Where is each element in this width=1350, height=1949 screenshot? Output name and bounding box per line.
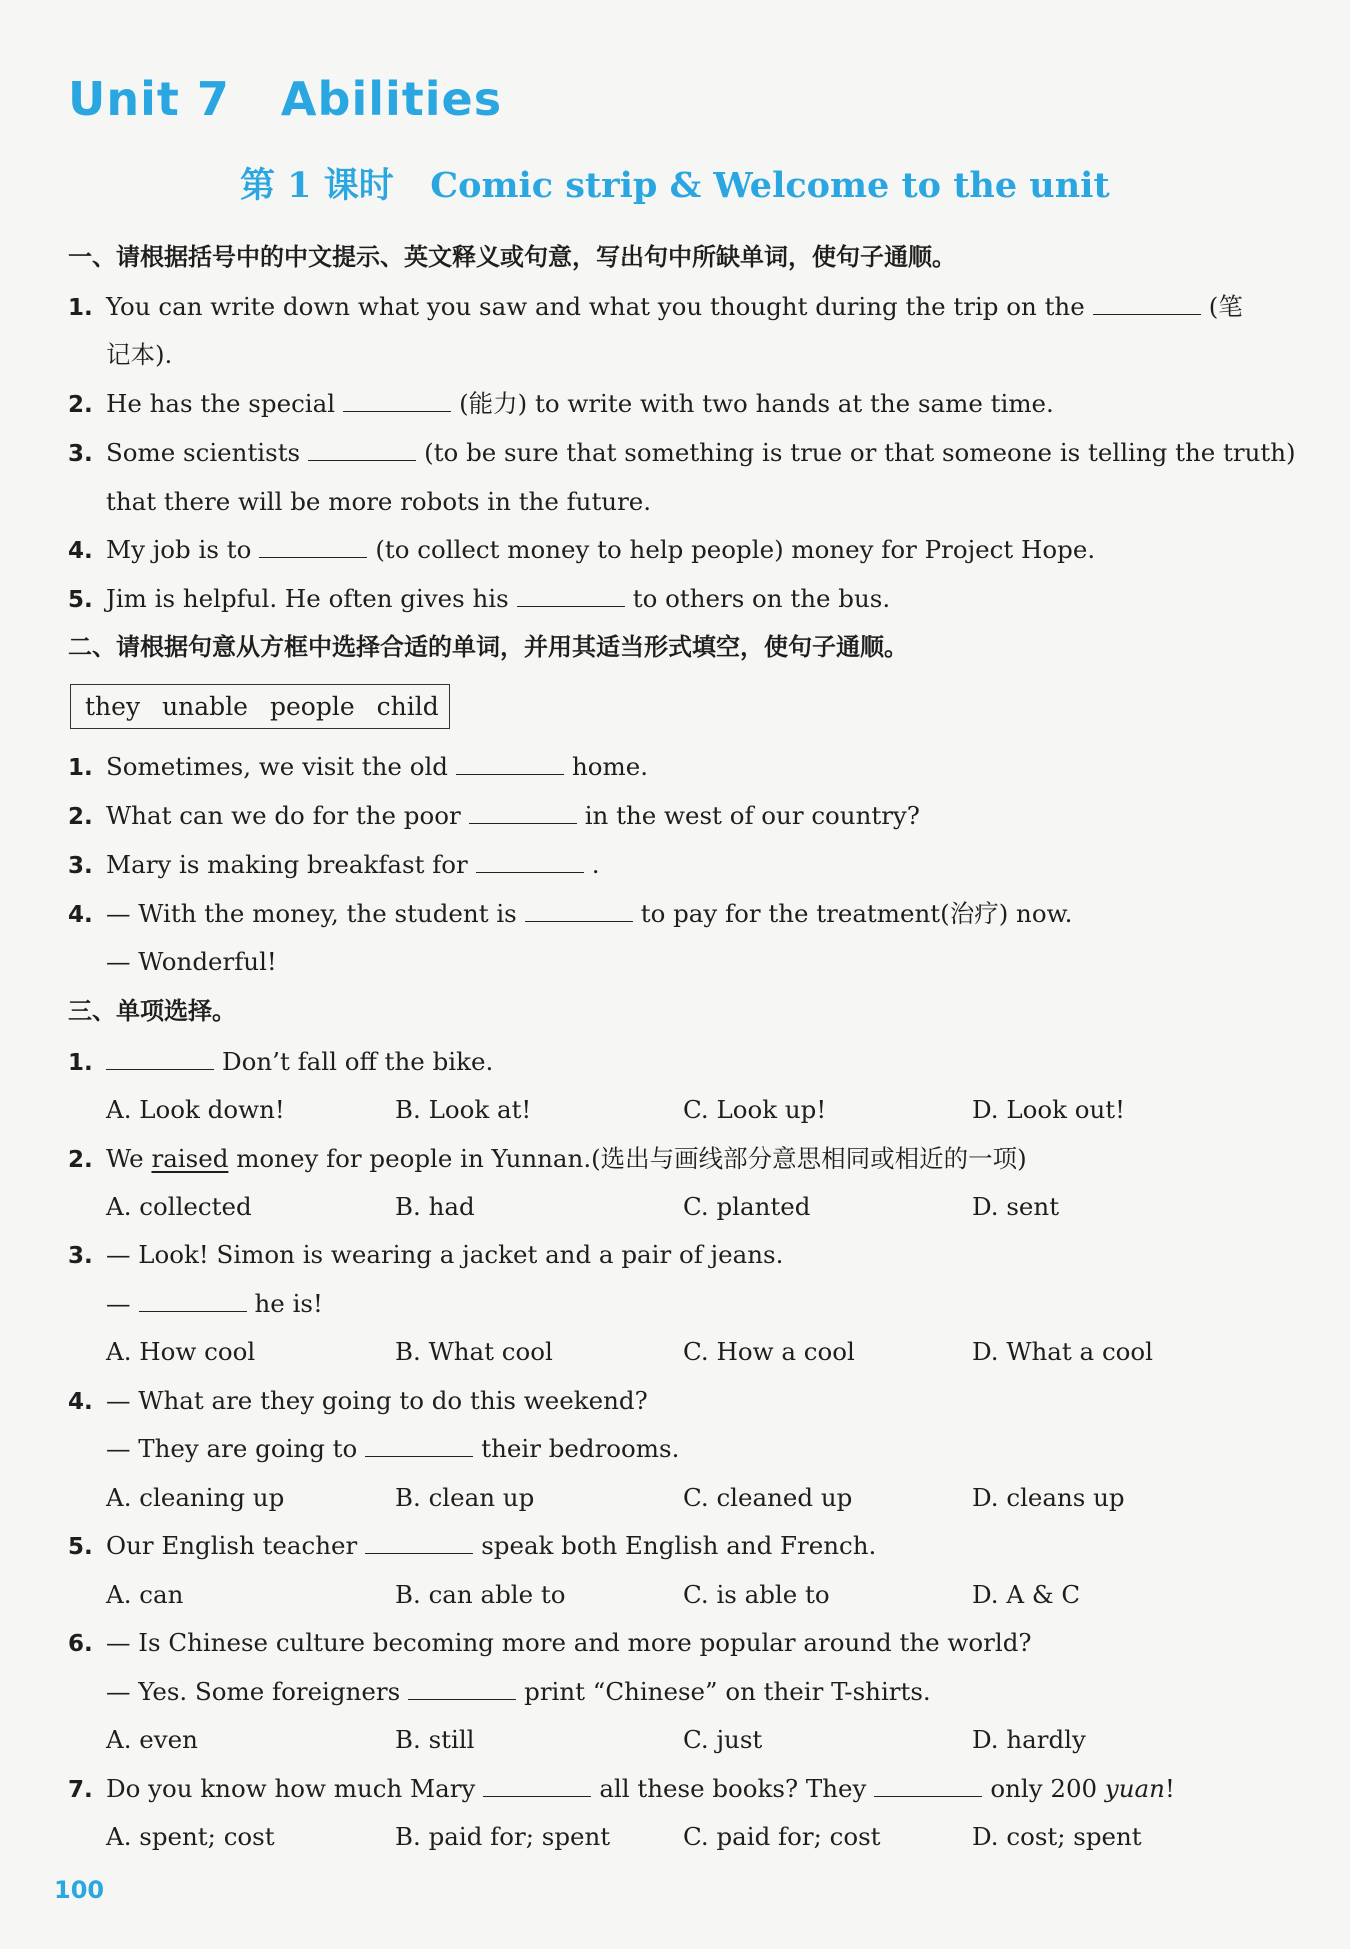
s3-q3-option-b[interactable]: B. What cool — [395, 1337, 553, 1366]
s2-question-1: 1. Sometimes, we visit the old home. — [68, 752, 649, 781]
s3-question-5: 5. Our English teacher speak both English and French. — [68, 1531, 877, 1560]
s3-q5-option-a[interactable]: A. can — [106, 1580, 184, 1609]
s3-q6-option-c[interactable]: C. just — [683, 1725, 763, 1754]
answer-blank[interactable] — [476, 848, 584, 873]
s3-q4-option-a[interactable]: A. cleaning up — [106, 1483, 285, 1512]
answer-blank[interactable] — [259, 533, 367, 558]
answer-blank[interactable] — [874, 1772, 982, 1797]
answer-blank[interactable] — [525, 897, 633, 922]
s3-q3-option-d[interactable]: D. What a cool — [972, 1337, 1153, 1366]
s1-question-3: 3. Some scientists (to be sure that something is true or that someone is telling the truth) — [68, 438, 1296, 467]
s2-question-4: 4. — With the money, the student is to pay for the treatment(治疗) now. — [68, 899, 1073, 928]
answer-blank[interactable] — [365, 1529, 473, 1554]
s3-q5-option-c[interactable]: C. is able to — [683, 1580, 830, 1609]
word-box — [70, 684, 450, 729]
answer-blank[interactable] — [308, 436, 416, 461]
section2-heading: 二、请根据句意从方框中选择合适的单词，并用其适当形式填空，使句子通顺。 — [68, 633, 908, 661]
s1-question-2: 2. He has the special (能力) to write with two hands at the same time. — [68, 389, 1054, 418]
answer-blank[interactable] — [365, 1432, 473, 1457]
answer-blank[interactable] — [483, 1772, 591, 1797]
s3-question-4: 4. — What are they going to do this weekend? — [68, 1386, 648, 1415]
answer-blank[interactable] — [139, 1287, 247, 1312]
s3-q7-option-a[interactable]: A. spent; cost — [106, 1822, 275, 1851]
answer-blank[interactable] — [517, 582, 625, 607]
s3-q2-option-b[interactable]: B. had — [395, 1192, 475, 1221]
word-box-item: they — [85, 692, 141, 721]
s3-q6-option-d[interactable]: D. hardly — [972, 1725, 1086, 1754]
s2-question-2: 2. What can we do for the poor in the west of our country? — [68, 801, 920, 830]
answer-blank[interactable] — [1093, 290, 1201, 315]
word-box-item: child — [376, 692, 439, 721]
s3-q1-option-d[interactable]: D. Look out! — [972, 1095, 1125, 1124]
s1-question-4: 4. My job is to (to collect money to help people) money for Project Hope. — [68, 535, 1096, 564]
answer-blank[interactable] — [106, 1045, 214, 1070]
s3-q2-option-d[interactable]: D. sent — [972, 1192, 1060, 1221]
s3-q2-option-a[interactable]: A. collected — [106, 1192, 252, 1221]
s3-question-1: 1. Don’t fall off the bike. — [68, 1047, 494, 1076]
s1-question-3-cont: that there will be more robots in the future. — [106, 487, 652, 516]
s3-q3-option-a[interactable]: A. How cool — [106, 1337, 256, 1366]
s3-q7-option-d[interactable]: D. cost; spent — [972, 1822, 1142, 1851]
answer-blank[interactable] — [408, 1675, 516, 1700]
s3-q5-option-b[interactable]: B. can able to — [395, 1580, 566, 1609]
s3-q6-option-b[interactable]: B. still — [395, 1725, 475, 1754]
s2-question-3: 3. Mary is making breakfast for . — [68, 850, 600, 879]
word-box-item: people — [269, 692, 355, 721]
s1-question-1-cont: 记本). — [106, 340, 173, 369]
s3-question-6: 6. — Is Chinese culture becoming more and more popular around the world? — [68, 1628, 1032, 1657]
s3-q3-option-c[interactable]: C. How a cool — [683, 1337, 855, 1366]
answer-blank[interactable] — [456, 750, 564, 775]
lesson-title: 第 1 课时 Comic strip & Welcome to the unit — [240, 165, 1110, 206]
s1-question-1: 1. You can write down what you saw and what you thought during the trip on the (笔 — [68, 292, 1243, 321]
page-number: 100 — [54, 1876, 105, 1904]
s3-q2-option-c[interactable]: C. planted — [683, 1192, 811, 1221]
answer-blank[interactable] — [469, 799, 577, 824]
s3-q4-option-b[interactable]: B. clean up — [395, 1483, 535, 1512]
s3-question-3-cont: — he is! — [106, 1289, 323, 1318]
s3-question-3: 3. — Look! Simon is wearing a jacket and a pair of jeans. — [68, 1240, 784, 1269]
s2-question-4-cont: — Wonderful! — [106, 947, 277, 976]
section3-heading: 三、单项选择。 — [68, 997, 236, 1025]
s3-question-6-cont: — Yes. Some foreigners print “Chinese” on their T-shirts. — [106, 1677, 931, 1706]
s3-question-4-cont: — They are going to their bedrooms. — [106, 1434, 680, 1463]
s3-q1-option-a[interactable]: A. Look down! — [106, 1095, 285, 1124]
s3-q7-option-c[interactable]: C. paid for; cost — [683, 1822, 881, 1851]
s1-question-5: 5. Jim is helpful. He often gives his to others on the bus. — [68, 584, 891, 613]
s3-q5-option-d[interactable]: D. A & C — [972, 1580, 1081, 1609]
section1-heading: 一、请根据括号中的中文提示、英文释义或句意，写出句中所缺单词，使句子通顺。 — [68, 243, 956, 271]
s3-question-7: 7. Do you know how much Mary all these books? They only 200 yuan! — [68, 1774, 1175, 1803]
word-box-item: unable — [162, 692, 248, 721]
s3-q7-option-b[interactable]: B. paid for; spent — [395, 1822, 611, 1851]
s3-q1-option-b[interactable]: B. Look at! — [395, 1095, 532, 1124]
underlined-word: raised — [151, 1144, 229, 1173]
s3-q4-option-d[interactable]: D. cleans up — [972, 1483, 1125, 1512]
s3-q1-option-c[interactable]: C. Look up! — [683, 1095, 827, 1124]
answer-blank[interactable] — [343, 387, 451, 412]
s3-question-2: 2. We raised money for people in Yunnan.(选出与画线部分意思相同或相近的一项) — [68, 1144, 1027, 1173]
s3-q4-option-c[interactable]: C. cleaned up — [683, 1483, 853, 1512]
unit-title: Unit 7 Abilities — [68, 72, 503, 126]
s3-q6-option-a[interactable]: A. even — [106, 1725, 198, 1754]
